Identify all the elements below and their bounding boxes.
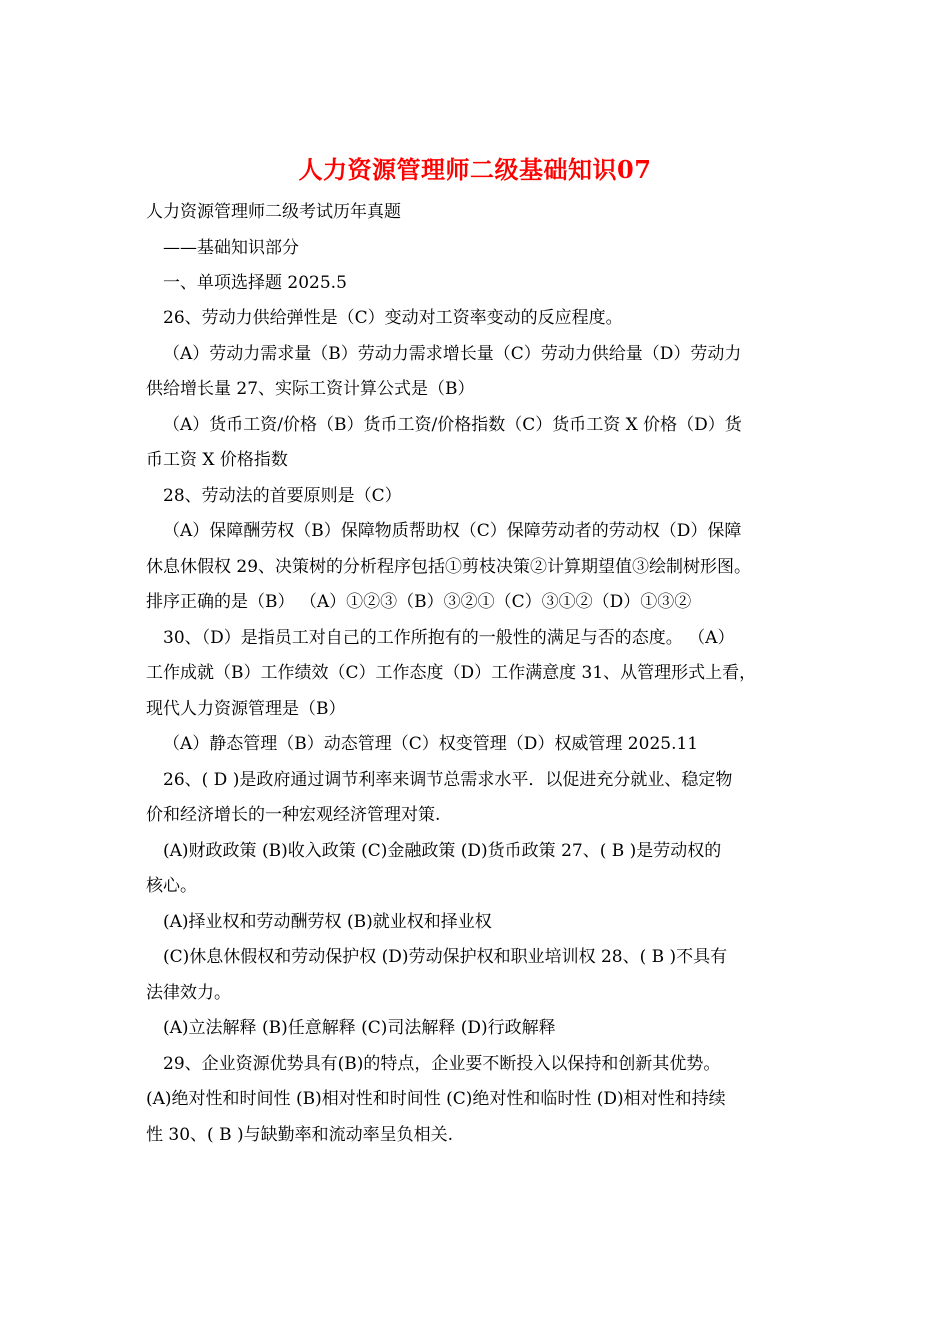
text-line: 排序正确的是（B） （A）①②③（B）③②①（C）③①②（D）①③② bbox=[146, 592, 692, 612]
text-line: (A)立法解释 (B)任意解释 (C)司法解释 (D)行政解释 bbox=[163, 1018, 556, 1038]
text-line: 26、劳动力供给弹性是（C）变动对工资率变动的反应程度。 bbox=[163, 308, 623, 328]
text-line: ——基础知识部分 bbox=[163, 238, 299, 258]
text-line: (A)绝对性和时间性 (B)相对性和时间性 (C)绝对性和临时性 (D)相对性和持续 bbox=[146, 1089, 726, 1109]
text-line: 法律效力。 bbox=[146, 983, 231, 1003]
text-line: 休息休假权 29、决策树的分析程序包括①剪枝决策②计算期望值③绘制树形图。 bbox=[146, 557, 752, 577]
text-line: 一、单项选择题 2025.5 bbox=[163, 273, 347, 293]
text-line: 人力资源管理师二级考试历年真题 bbox=[146, 202, 401, 222]
document-title: 人力资源管理师二级基础知识07 bbox=[298, 155, 652, 184]
text-line: (C)休息休假权和劳动保护权 (D)劳动保护权和职业培训权 28、( B )不具有 bbox=[163, 947, 728, 967]
text-line: 性 30、( B )与缺勤率和流动率呈负相关. bbox=[146, 1125, 454, 1145]
text-line: 28、劳动法的首要原则是（C） bbox=[163, 486, 402, 506]
text-line: 26、( D )是政府通过调节利率来调节总需求水平．以促进充分就业、稳定物 bbox=[163, 770, 733, 790]
text-line: 29、企业资源优势具有(B)的特点，企业要不断投入以保持和创新其优势。 bbox=[163, 1054, 721, 1074]
text-line: （A）货币工资/价格（B）货币工资/价格指数（C）货币工资 X 价格（D）货 bbox=[163, 415, 742, 435]
text-line: （A）劳动力需求量（B）劳动力需求增长量（C）劳动力供给量（D）劳动力 bbox=[163, 344, 742, 364]
text-line: 币工资 X 价格指数 bbox=[146, 450, 288, 470]
text-line: (A)择业权和劳动酬劳权 (B)就业权和择业权 bbox=[163, 912, 492, 932]
text-line: （A）保障酬劳权（B）保障物质帮助权（C）保障劳动者的劳动权（D）保障 bbox=[163, 521, 742, 541]
text-line: (A)财政政策 (B)收入政策 (C)金融政策 (D)货币政策 27、( B )是劳动权的 bbox=[163, 841, 722, 861]
text-line: 工作成就（B）工作绩效（C）工作态度（D）工作满意度 31、从管理形式上看， bbox=[146, 663, 757, 683]
text-line: 核心。 bbox=[146, 876, 197, 896]
text-line: 价和经济增长的一种宏观经济管理对策. bbox=[146, 805, 441, 825]
text-line: 30、（D）是指员工对自己的工作所抱有的一般性的满足与否的态度。 （A） bbox=[163, 628, 735, 648]
text-line: 供给增长量 27、实际工资计算公式是（B） bbox=[146, 379, 475, 399]
text-line: 现代人力资源管理是（B） bbox=[146, 699, 346, 719]
text-line: （A）静态管理（B）动态管理（C）权变管理（D）权威管理 2025.11 bbox=[163, 734, 699, 754]
